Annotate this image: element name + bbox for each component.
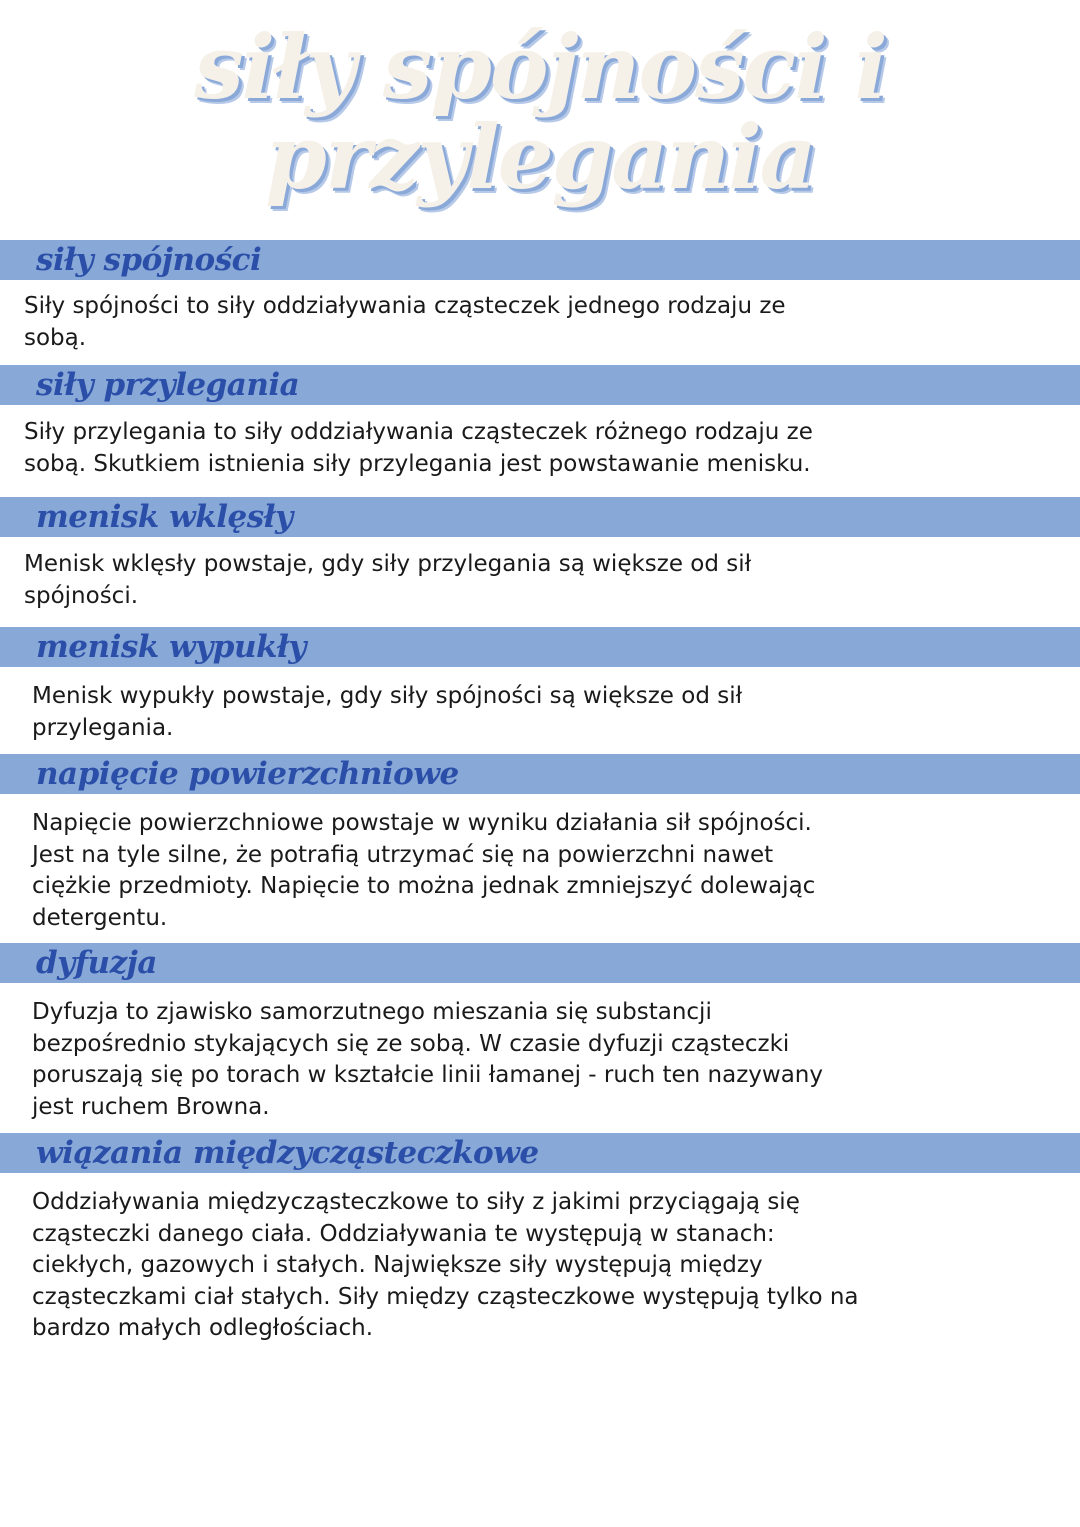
- section-header-sily-przylegania: [0, 365, 1080, 405]
- section-text-menisk-wklesly: Menisk wklęsły powstaje, gdy siły przylegania są większe od sił spójności.: [24, 551, 752, 609]
- section-header-wiazania-miedzyczasteczkowe: [0, 1133, 1080, 1173]
- page-title-line-2: przylegania: [265, 105, 815, 209]
- section-heading: siły spójności: [36, 242, 262, 278]
- section-text-dyfuzja: Dyfuzja to zjawisko samorzutnego mieszania się substancji bezpośrednio stykających się ze sobą. W czasie dyfuzji cząsteczki poruszają się po torach w kształcie linii łamanej - ruch ten nazywany jest ruchem Browna.: [32, 999, 823, 1120]
- section-header-dyfuzja: [0, 943, 1080, 983]
- section-heading: napięcie powierzchniowe: [36, 756, 459, 792]
- section-header-menisk-wklesly: [0, 497, 1080, 537]
- section-heading: siły przylegania: [36, 367, 300, 403]
- page-title: [0, 15, 1080, 209]
- section-text-napiecie-powierzchniowe: Napięcie powierzchniowe powstaje w wyniku działania sił spójności. Jest na tyle silne, że potrafią utrzymać się na powierzchni nawet ciężkie przedmioty. Napięcie to można jednak zmniejszyć dolewając detergentu.: [32, 810, 816, 931]
- section-heading: menisk wypukły: [36, 629, 306, 665]
- page-title-line-1: siły spójności i: [194, 15, 886, 119]
- section-header-menisk-wypukly: [0, 627, 1080, 667]
- section-heading: wiązania międzycząsteczkowe: [36, 1135, 539, 1171]
- section-header-napiecie-powierzchniowe: [0, 754, 1080, 794]
- section-heading: menisk wklęsły: [36, 499, 293, 535]
- section-text-sily-spojnosci: Siły spójności to siły oddziaływania cząsteczek jednego rodzaju ze sobą.: [24, 293, 786, 351]
- section-text-sily-przylegania: Siły przylegania to siły oddziaływania cząsteczek różnego rodzaju ze sobą. Skutkiem istnienia siły przylegania jest powstawanie menisku.: [24, 419, 813, 477]
- section-text-menisk-wypukly: Menisk wypukły powstaje, gdy siły spójności są większe od sił przylegania.: [32, 683, 743, 741]
- section-heading: dyfuzja: [36, 945, 157, 981]
- section-header-sily-spojnosci: [0, 240, 1080, 280]
- section-text-wiazania-miedzyczasteczkowe: Oddziaływania międzycząsteczkowe to siły z jakimi przyciągają się cząsteczki danego ciała. Oddziaływania te występują w stanach: ciekłych, gazowych i stałych. Największe siły występują między cząsteczkami ciał stałych. Siły między cząsteczkowe występują tylko na bardzo małych odległościach.: [32, 1189, 859, 1341]
